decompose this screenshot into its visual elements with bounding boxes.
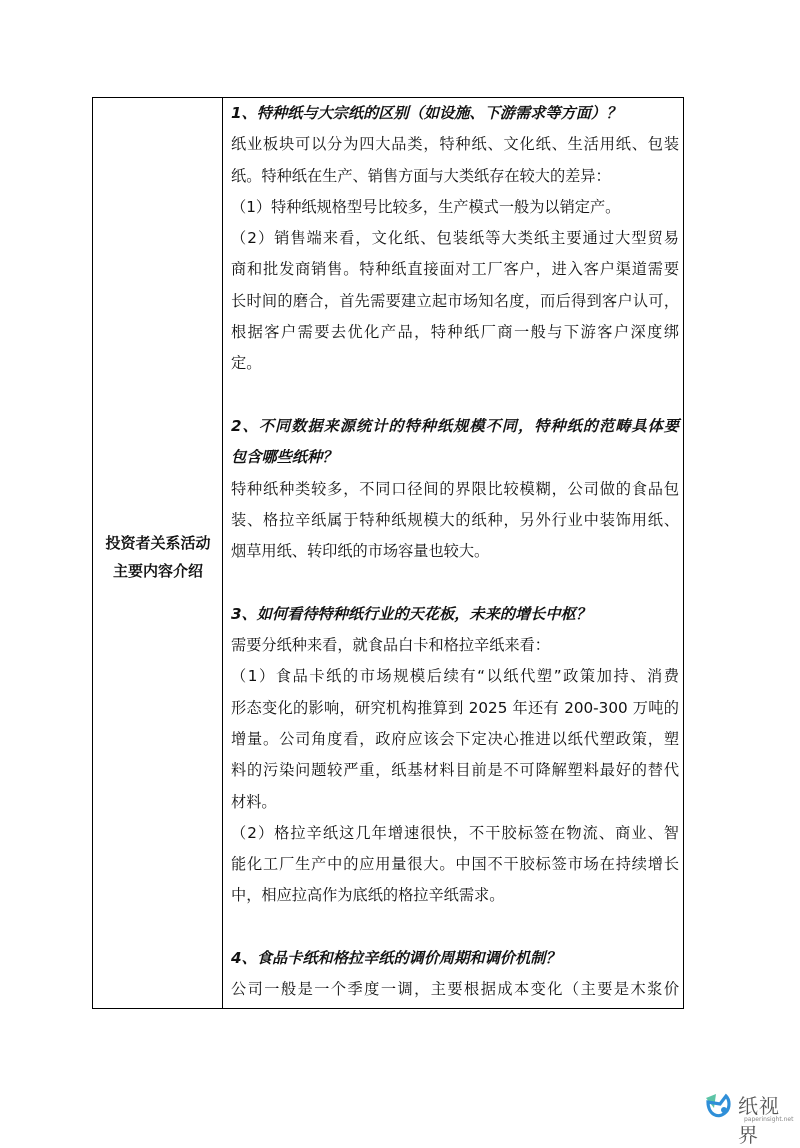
blank-line	[231, 380, 679, 411]
question-line: 1、特种纸与大宗纸的区别（如设施、下游需求等方面）？	[231, 104, 622, 122]
watermark-logo	[700, 1088, 800, 1147]
answer-line: 长时间的磨合，首先需要建立起市场知名度，而后得到客户认可，	[231, 291, 679, 310]
answer-line: 材料。	[231, 792, 277, 811]
blank-line	[231, 567, 679, 598]
content-cell	[223, 98, 683, 1008]
answer-line: 烟草用纸、转印纸的市场容量也较大。	[231, 542, 490, 561]
answer-line: 纸业板块可以分为四大品类，特种纸、文化纸、生活用纸、包装	[231, 135, 679, 154]
row-header-line-1: 投资者关系活动	[105, 534, 211, 552]
logo-url: paperinsight.net	[744, 1116, 794, 1123]
answer-line: 装、格拉辛纸属于特种纸规模大的纸种，另外行业中装饰用纸、	[231, 510, 679, 529]
answer-line: 料的污染问题较严重，纸基材料目前是不可降解塑料最好的替代	[231, 761, 679, 780]
answer-line: （1）特种纸规格型号比较多，生产模式一般为以销定产。	[231, 197, 621, 216]
logo-wordmark: 纸视界	[738, 1094, 780, 1147]
answer-line: （2）格拉辛纸这几年增速很快，不干胶标签在物流、商业、智	[231, 823, 679, 842]
answer-line: （2）销售端来看，文化纸、包装纸等大类纸主要通过大型贸易	[231, 229, 679, 248]
answer-line: 公司一般是一个季度一调，主要根据成本变化（主要是木浆价	[231, 980, 679, 999]
answer-line: （1）食品卡纸的市场规模后续有“以纸代塑”政策加持、消费	[231, 667, 679, 686]
row-header-label	[93, 529, 223, 585]
answer-line: 增量。公司角度看，政府应该会下定决心推进以纸代塑政策，塑	[231, 729, 679, 748]
blank-line	[231, 912, 679, 943]
content-table	[92, 97, 684, 1009]
answer-line: 能化工厂生产中的应用量很大。中国不干胶标签市场在持续增长	[231, 855, 679, 874]
row-header-line-2: 主要内容介绍	[112, 562, 203, 580]
answer-line: 纸。特种纸在生产、销售方面与大类纸存在较大的差异：	[231, 166, 611, 185]
answer-line: 定。	[231, 354, 262, 373]
answer-line: 中，相应拉高作为底纸的格拉辛纸需求。	[231, 886, 505, 905]
question-line: 3、如何看待特种纸行业的天花板，未来的增长中枢？	[231, 604, 591, 623]
answer-line: 根据客户需要去优化产品，特种纸厂商一般与下游客户深度绑	[231, 323, 679, 342]
answer-line: 特种纸种类较多，不同口径间的界限比较模糊，公司做的食品包	[231, 479, 679, 498]
paperinsight-logo-icon	[700, 1088, 736, 1124]
row-header-cell	[93, 98, 223, 1008]
question-line: 4、食品卡纸和格拉辛纸的调价周期和调价机制？	[231, 949, 561, 968]
answer-line: 商和批发商销售。特种纸直接面对工厂客户，进入客户渠道需要	[231, 260, 679, 279]
content-body	[231, 98, 679, 1006]
question-line: 2、不同数据来源统计的特种纸规模不同，特种纸的范畴具体要	[231, 416, 679, 435]
answer-line: 形态变化的影响，研究机构推算到 2025 年还有 200-300 万吨的	[231, 698, 679, 717]
question-line: 包含哪些纸种？	[231, 448, 338, 467]
answer-line: 需要分纸种来看，就食品白卡和格拉辛纸来看：	[231, 636, 550, 655]
